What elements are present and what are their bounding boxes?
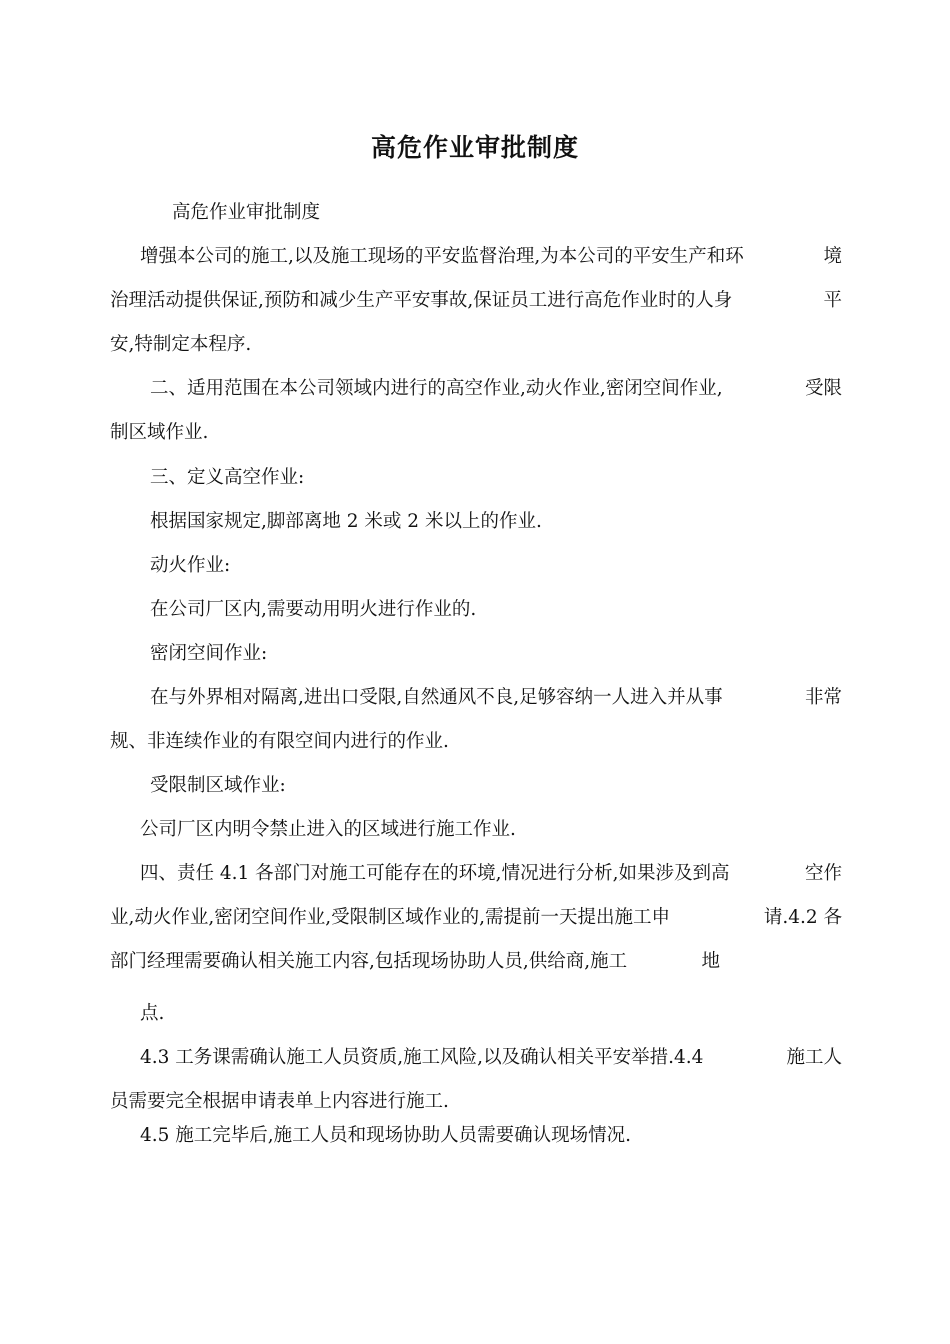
- paragraph-line: 点.: [140, 1003, 165, 1024]
- text-segment: 施工人: [786, 1047, 842, 1068]
- paragraph-line: [110, 906, 842, 930]
- term-heading: 受限制区域作业:: [150, 775, 286, 796]
- paragraph-line: [140, 862, 842, 886]
- text-segment: 空作: [804, 863, 842, 884]
- section-heading: 三、定义高空作业:: [150, 467, 305, 488]
- paragraph-line: 公司厂区内明令禁止进入的区域进行施工作业.: [140, 819, 516, 840]
- text-segment: 受限: [804, 378, 842, 399]
- paragraph-line: 在公司厂区内,需要动用明火进行作业的.: [150, 599, 477, 620]
- text-segment: 业,动火作业,密闭空间作业,受限制区域作业的,需提前一天提出施工申: [110, 907, 671, 928]
- paragraph-line: [140, 245, 842, 269]
- paragraph-line: 安,特制定本程序.: [110, 334, 252, 355]
- paragraph-line: [110, 950, 720, 974]
- text-segment: 4.3 工务课需确认施工人员资质,施工风险,以及确认相关平安举措.4.4: [140, 1047, 704, 1068]
- text-segment: 请.4.2 各: [763, 907, 842, 928]
- text-segment: 地: [701, 951, 720, 972]
- paragraph-line: 员需要完全根据申请表单上内容进行施工.: [110, 1091, 449, 1112]
- term-heading: 密闭空间作业:: [150, 643, 268, 664]
- document-title: 高危作业审批制度: [370, 133, 579, 162]
- paragraph-line: [150, 377, 842, 401]
- text-segment: 二、适用范围在本公司领域内进行的高空作业,动火作业,密闭空间作业,: [150, 378, 723, 399]
- text-segment: 平: [823, 290, 842, 311]
- text-segment: 非常: [804, 687, 842, 708]
- paragraph-line: 根据国家规定,脚部离地 2 米或 2 米以上的作业.: [150, 511, 542, 532]
- text-segment: 治理活动提供保证,预防和减少生产平安事故,保证员工进行高危作业时的人身: [110, 290, 733, 311]
- text-segment: 境: [823, 246, 842, 267]
- term-heading: 动火作业:: [150, 555, 231, 576]
- text-segment: 在与外界相对隔离,进出口受限,自然通风不良,足够容纳一人进入并从事: [150, 687, 723, 708]
- paragraph-line: 4.5 施工完毕后,施工人员和现场协助人员需要确认现场情况.: [140, 1125, 632, 1146]
- paragraph-line: 规、非连续作业的有限空间内进行的作业.: [110, 731, 449, 752]
- text-segment: 部门经理需要确认相关施工内容,包括现场协助人员,供给商,施工: [110, 951, 628, 972]
- text-segment: 四、责任 4.1 各部门对施工可能存在的环境,情况进行分析,如果涉及到高: [140, 863, 730, 884]
- paragraph-line: [140, 1046, 842, 1070]
- paragraph-line: 制区域作业.: [110, 422, 209, 443]
- paragraph-line: [150, 686, 842, 710]
- subtitle-line: 高危作业审批制度: [172, 202, 321, 223]
- text-segment: 增强本公司的施工,以及施工现场的平安监督治理,为本公司的平安生产和环: [140, 246, 744, 267]
- paragraph-line: [110, 289, 842, 313]
